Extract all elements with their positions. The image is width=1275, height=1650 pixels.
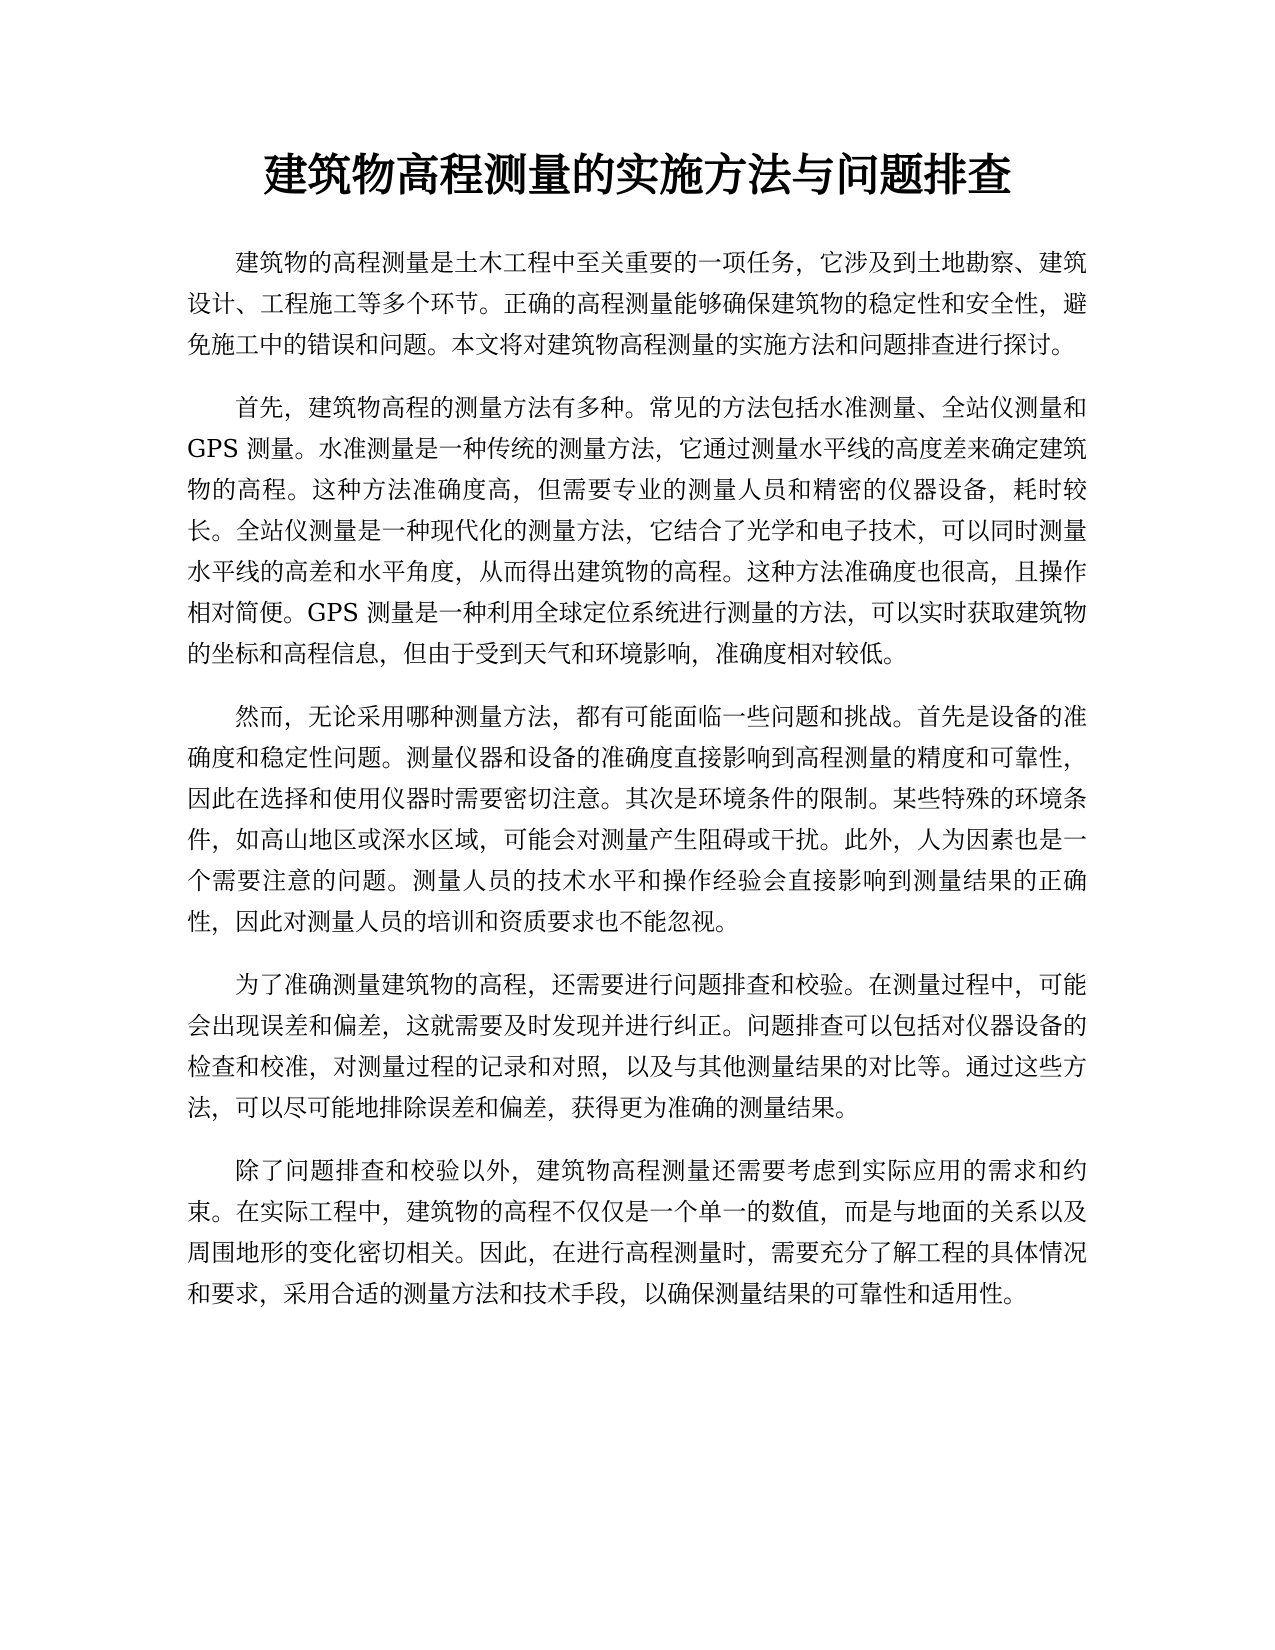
paragraph-troubleshooting: 为了准确测量建筑物的高程，还需要进行问题排查和校验。在测量过程中，可能会出现误差和偏差，这就需要及时发现并进行纠正。问题排查可以包括对仪器设备的检查和校准，对测量过程的记录和对照，以及与其他测量结果的对比等。通过这些方法，可以尽可能地排除误差和偏差，获得更为准确的测量结果。 xyxy=(187,971,1087,1122)
paragraph-intro: 建筑物的高程测量是土木工程中至关重要的一项任务，它涉及到土地勘察、建筑设计、工程施工等多个环节。正确的高程测量能够确保建筑物的稳定性和安全性，避免施工中的错误和问题。本文将对建筑物高程测量的实施方法和问题排查进行探讨。 xyxy=(187,249,1087,359)
paragraph-application: 除了问题排查和校验以外，建筑物高程测量还需要考虑到实际应用的需求和约束。在实际工程中，建筑物的高程不仅仅是一个单一的数值，而是与地面的关系以及周围地形的变化密切相关。因此，在进行高程测量时，需要充分了解工程的具体情况和要求，采用合适的测量方法和技术手段，以确保测量结果的可靠性和适用性。 xyxy=(187,1157,1087,1308)
document-title: 建筑物高程测量的实施方法与问题排查 xyxy=(263,150,1012,201)
document-body xyxy=(187,243,1087,1337)
paragraph-challenges: 然而，无论采用哪种测量方法，都有可能面临一些问题和挑战。首先是设备的准确度和稳定性问题。测量仪器和设备的准确度直接影响到高程测量的精度和可靠性，因此在选择和使用仪器时需要密切注意。其次是环境条件的限制。某些特殊的环境条件，如高山地区或深水区域，可能会对测量产生阻碍或干扰。此外，人为因素也是一个需要注意的问题。测量人员的技术水平和操作经验会直接影响到测量结果的正确性，因此对测量人员的培训和资质要求也不能忽视。 xyxy=(187,703,1087,936)
paragraph-methods: 首先，建筑物高程的测量方法有多种。常见的方法包括水准测量、全站仪测量和 GPS 测量。水准测量是一种传统的测量方法，它通过测量水平线的高度差来确定建筑物的高程。这种方法准确度高，但需要专业的测量人员和精密的仪器设备，耗时较长。全站仪测量是一种现代化的测量方法，它结合了光学和电子技术，可以同时测量水平线的高差和水平角度，从而得出建筑物的高程。这种方法准确度也很高，且操作相对简便。GPS 测量是一种利用全球定位系统进行测量的方法，可以实时获取建筑物的坐标和高程信息，但由于受到天气和环境影响，准确度相对较低。 xyxy=(187,394,1087,668)
